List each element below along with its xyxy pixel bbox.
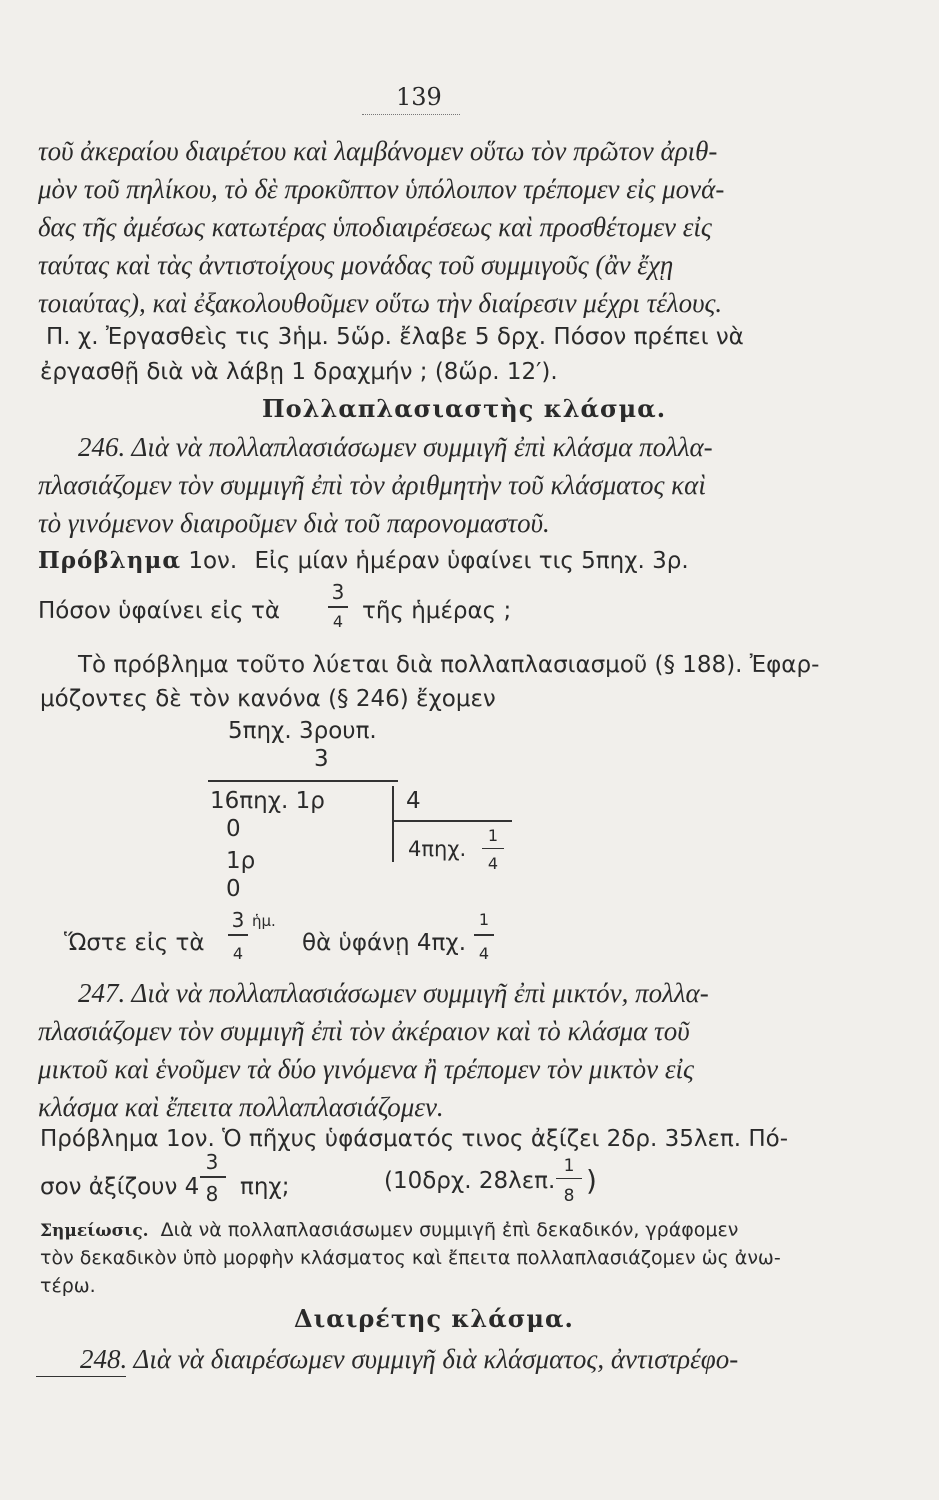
answer-lead: (10δρχ. 28λεπ. bbox=[384, 1168, 556, 1194]
result-lead: Ὥστε εἰς τὰ bbox=[64, 930, 205, 956]
para-line: μὸν τοῦ πηλίκου, τὸ δὲ προκῦπτον ὑπόλοιπον τρέπομεν εἰς μονά- bbox=[38, 174, 725, 204]
calc-remainder: 0 bbox=[226, 816, 241, 842]
problem-label: Πρόβλημα bbox=[38, 547, 182, 574]
question-fraction-den: 4 bbox=[332, 612, 344, 631]
calc-divisor-rule bbox=[392, 820, 512, 822]
question-fraction-num: 3 bbox=[331, 580, 345, 604]
section-heading: Πολλαπλασιαστὴς κλάσμα. bbox=[262, 394, 667, 423]
rule-paragraph: τὸ γινόμενον διαιροῦμεν διὰ τοῦ παρονομαστοῦ. bbox=[38, 508, 550, 538]
rule-paragraph: 247. Διὰ νὰ πολλαπλασιάσωμεν συμμιγῆ ἐπὶ μικτόν, πολλα- bbox=[78, 978, 709, 1008]
question-fraction-num: 3 bbox=[205, 1150, 219, 1174]
calc-multiplicand: 5πηχ. 3ρουπ. bbox=[228, 718, 377, 744]
result-frac-den: 4 bbox=[232, 944, 244, 963]
para-line: τοῦ ἀκεραίου διαιρέτου καὶ λαμβάνομεν οὕτω τὸν πρῶτον ἀριθ- bbox=[38, 136, 718, 166]
page-number: 139 bbox=[396, 83, 442, 111]
note-text: Διὰ νὰ πολλαπλασιάσωμεν συμμιγῆ ἐπὶ δεκαδικόν, γράφομεν bbox=[160, 1219, 739, 1241]
result-frac2-num: 1 bbox=[478, 910, 490, 929]
question-fraction-bar bbox=[200, 1176, 226, 1178]
example-line: ἐργασθῇ διὰ νὰ λάβῃ 1 δραχμήν ; (8ὥρ. 12′). bbox=[40, 359, 558, 385]
note-line bbox=[40, 1218, 738, 1243]
calc-quotient-den: 4 bbox=[487, 854, 499, 873]
para-line: ταύτας καὶ τὰς ἀντιστοίχους μονάδας τοῦ συμμιγοῦς (ἂν ἔχῃ bbox=[38, 250, 674, 280]
answer-frac-bar bbox=[556, 1178, 582, 1179]
calc-remainder: 1ρ bbox=[226, 848, 256, 874]
question-before: Πόσον ὑφαίνει εἰς τὰ bbox=[38, 598, 281, 624]
problem-line bbox=[38, 546, 689, 576]
para-line: δας τῆς ἀμέσως κατωτέρας ὑποδιαιρέσεως καὶ προσθέτομεν εἰς bbox=[38, 212, 712, 242]
rule-paragraph: κλάσμα καὶ ἔπειτα πολλαπλασιάζομεν. bbox=[38, 1092, 444, 1122]
question-unit: πηχ; bbox=[240, 1174, 290, 1200]
para-line: τοιαύτας), καὶ ἐξακολουθοῦμεν οὕτω τὴν διαίρεσιν μέχρι τέλους. bbox=[38, 288, 723, 318]
note-line: τὸν δεκαδικὸν ὑπὸ μορφὴν κλάσματος καὶ ἔπειτα πολλαπλασιάζομεν ὡς ἀνω- bbox=[40, 1247, 781, 1269]
problem-line: Πρόβλημα 1ον. Ὁ πῆχυς ὑφάσματός τινος ἀξίζει 2δρ. 35λεπ. Πό- bbox=[40, 1126, 789, 1152]
calc-quotient: 4πηχ. bbox=[408, 837, 467, 861]
note-line: τέρω. bbox=[40, 1275, 96, 1297]
result-frac2-den: 4 bbox=[478, 944, 490, 963]
calc-product: 16πηχ. 1ρ bbox=[210, 788, 325, 814]
rule-paragraph: μικτοῦ καὶ ἑνοῦμεν τὰ δύο γινόμενα ἢ τρέπομεν τὸν μικτὸν εἰς bbox=[38, 1054, 694, 1084]
calc-division-bar bbox=[392, 786, 394, 862]
question-fraction-bar bbox=[328, 606, 348, 608]
rule-paragraph: 246. Διὰ νὰ πολλαπλασιάσωμεν συμμιγῆ ἐπὶ κλάσμα πολλα- bbox=[78, 432, 713, 462]
calc-product-rule bbox=[208, 780, 398, 782]
example-line: Π. χ. Ἐργασθεὶς τις 3ἡμ. 5ὥρ. ἔλαβε 5 δρχ. Πόσον πρέπει νὰ bbox=[46, 324, 744, 350]
page-bottom-rule bbox=[36, 1376, 126, 1377]
rule-paragraph: πλασιάζομεν τὸν συμμιγῆ ἐπὶ τὸν ἀριθμητὴν τοῦ κλάσματος καὶ bbox=[38, 470, 706, 500]
answer-frac-num: 1 bbox=[563, 1156, 575, 1176]
rule-paragraph: 248. Διὰ νὰ διαιρέσωμεν συμμιγῆ διὰ κλάσματος, ἀντιστρέφο- bbox=[80, 1344, 739, 1374]
calc-remainder: 0 bbox=[226, 876, 241, 902]
result-frac-num: 3 bbox=[231, 908, 245, 932]
solution-line: Τὸ πρόβλημα τοῦτο λύεται διὰ πολλαπλασιασμοῦ (§ 188). Ἐφαρ- bbox=[78, 652, 820, 678]
answer-close: ) bbox=[586, 1164, 597, 1197]
question-after: τῆς ἡμέρας ; bbox=[362, 598, 512, 624]
page-number-rule bbox=[362, 114, 460, 115]
solution-line: μόζοντες δὲ τὸν κανόνα (§ 246) ἔχομεν bbox=[40, 686, 496, 712]
result-frac2-bar bbox=[474, 934, 494, 936]
answer-frac-den: 8 bbox=[563, 1186, 575, 1206]
result-mid: θὰ ὑφάνῃ 4πχ. bbox=[302, 930, 466, 956]
section-heading: Διαιρέτης κλάσμα. bbox=[294, 1304, 574, 1333]
result-unit: ἡμ. bbox=[252, 912, 276, 930]
problem-number: 1ον. bbox=[188, 548, 238, 574]
calc-multiplier: 3 bbox=[314, 746, 329, 772]
question-lead: σον ἀξίζουν 4 bbox=[40, 1174, 200, 1200]
result-frac-bar bbox=[228, 934, 248, 936]
problem-text: Εἰς μίαν ἡμέραν ὑφαίνει τις 5πηχ. 3ρ. bbox=[254, 548, 689, 574]
note-label: Σημείωσις. bbox=[40, 1221, 149, 1241]
question-fraction-den: 8 bbox=[205, 1182, 219, 1206]
calc-quotient-bar bbox=[482, 848, 504, 849]
rule-paragraph: πλασιάζομεν τὸν συμμιγῆ ἐπὶ τὸν ἀκέραιον καὶ τὸ κλάσμα τοῦ bbox=[38, 1016, 690, 1046]
calc-quotient-num: 1 bbox=[487, 826, 499, 845]
calc-divisor: 4 bbox=[406, 788, 421, 814]
